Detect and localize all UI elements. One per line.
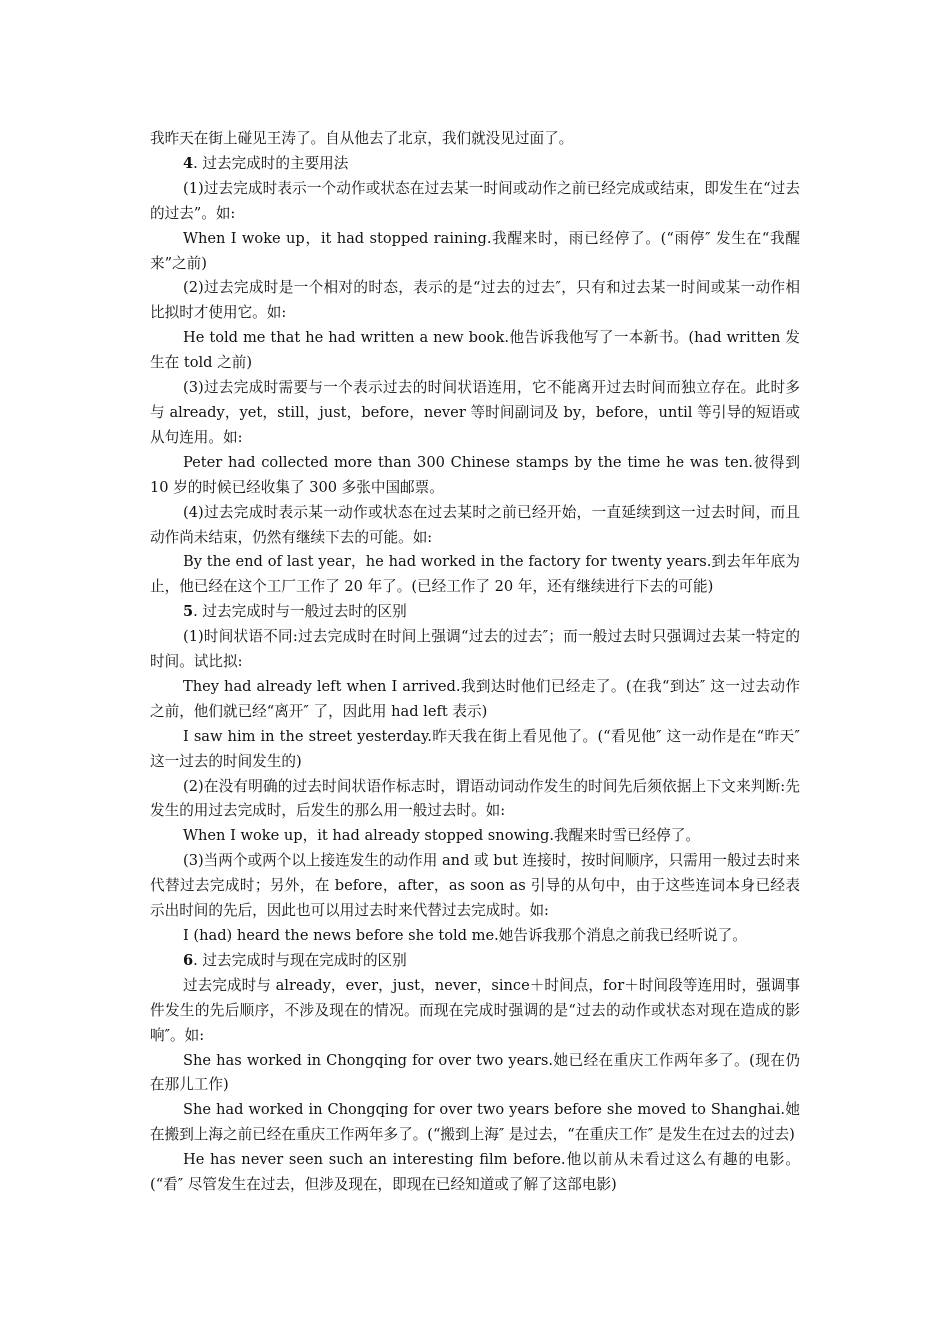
- paragraph: 过去完成时与 already，ever，just，never，since＋时间点，for＋时间段等连用时，强调事件发生的先后顺序，不涉及现在的情况。而现在完成时强调的是“过去的动作或状态对现在造成的影响″。如:: [150, 976, 800, 1044]
- paragraph: (4)过去完成时表示某一动作或状态在过去某时之前已经开始，一直延续到这一过去时间，而且动作尚未结束，仍然有继续下去的可能。如:: [150, 503, 800, 546]
- section-heading: [150, 949, 800, 974]
- example-paragraph: I (had) heard the news before she told me.她告诉我那个消息之前我已经听说了。: [183, 927, 747, 944]
- section-title: . 过去完成时与一般过去时的区别: [193, 603, 407, 621]
- paragraph: (3)过去完成时需要与一个表示过去的时间状语连用，它不能离开过去时间而独立存在。此时多与 already，yet，still，just，before，never 等时间副词及 by，before，until 等引导的短语或从句连用。如:: [150, 379, 800, 446]
- paragraph: (2)在没有明确的过去时间状语作标志时，谓语动词动作发生的时间先后须依据上下文来判断:先发生的用过去完成时，后发生的那么用一般过去时。如:: [150, 777, 800, 820]
- section-number: 4: [183, 154, 194, 172]
- paragraph: 我昨天在街上碰见王涛了。自从他去了北京，我们就没见过面了。: [150, 130, 574, 147]
- paragraph: (1)过去完成时表示一个动作或状态在过去某一时间或动作之前已经完成或结束，即发生在“过去的过去”。如:: [150, 179, 800, 222]
- paragraph: (3)当两个或两个以上接连发生的动作用 and 或 but 连接时，按时间顺序，只需用一般过去时来代替过去完成时；另外，在 before，after，as soon as 引导的从句中，由于这些连词本身已经表示出时间的先后，因此也可以用过去时来代替过去完成时。如:: [150, 852, 800, 920]
- example-paragraph: By the end of last year，he had worked in the factory for twenty years.到去年年底为止，他已经在这个工厂工作了 20 年了。(已经工作了 20 年，还有继续进行下去的可能): [150, 553, 800, 596]
- example-paragraph: He told me that he had written a new book.他告诉我他写了一本新书。(had written 发生在 told 之前): [150, 329, 800, 372]
- example-paragraph: Peter had collected more than 300 Chinese stamps by the time he was ten.彼得到 10 岁的时候已经收集了 300 多张中国邮票。: [150, 453, 800, 496]
- section-title: . 过去完成时与现在完成时的区别: [193, 951, 407, 969]
- example-paragraph: He has never seen such an interesting film before.他以前从未看过这么有趣的电影。(“看″ 尽管发生在过去，但涉及现在，即现在已经知道或了解了这部电影): [150, 1151, 800, 1194]
- example-paragraph: When I woke up，it had stopped raining.我醒来时，雨已经停了。(“雨停″ 发生在“我醒来”之前): [150, 229, 800, 272]
- paragraph: (1)时间状语不同:过去完成时在时间上强调“过去的过去″；而一般过去时只强调过去某一特定的时间。试比拟:: [150, 628, 800, 671]
- example-paragraph: They had already left when I arrived.我到达时他们已经走了。(在我“到达″ 这一过去动作之前，他们就已经“离开″ 了，因此用 had left 表示): [150, 677, 800, 720]
- section-heading: [150, 600, 800, 625]
- section-title: . 过去完成时的主要用法: [193, 154, 349, 172]
- example-paragraph: When I woke up，it had already stopped snowing.我醒来时雪已经停了。: [183, 827, 700, 845]
- example-paragraph: She had worked in Chongqing for over two years before she moved to Shanghai.她在搬到上海之前已经在重庆工作两年多了。(“搬到上海″ 是过去，“在重庆工作″ 是发生在过去的过去): [150, 1101, 800, 1144]
- document-page: [150, 127, 800, 1198]
- section-number: 5: [183, 603, 194, 621]
- section-number: 6: [183, 951, 194, 969]
- section-heading: [150, 152, 800, 177]
- example-paragraph: She has worked in Chongqing for over two years.她已经在重庆工作两年多了。(现在仍在那儿工作): [150, 1051, 800, 1094]
- example-paragraph: I saw him in the street yesterday.昨天我在街上看见他了。(“看见他″ 这一动作是在“昨天″ 这一过去的时间发生的): [150, 727, 800, 770]
- paragraph: (2)过去完成时是一个相对的时态，表示的是“过去的过去″，只有和过去某一时间或某一动作相比拟时才使用它。如:: [150, 279, 800, 322]
